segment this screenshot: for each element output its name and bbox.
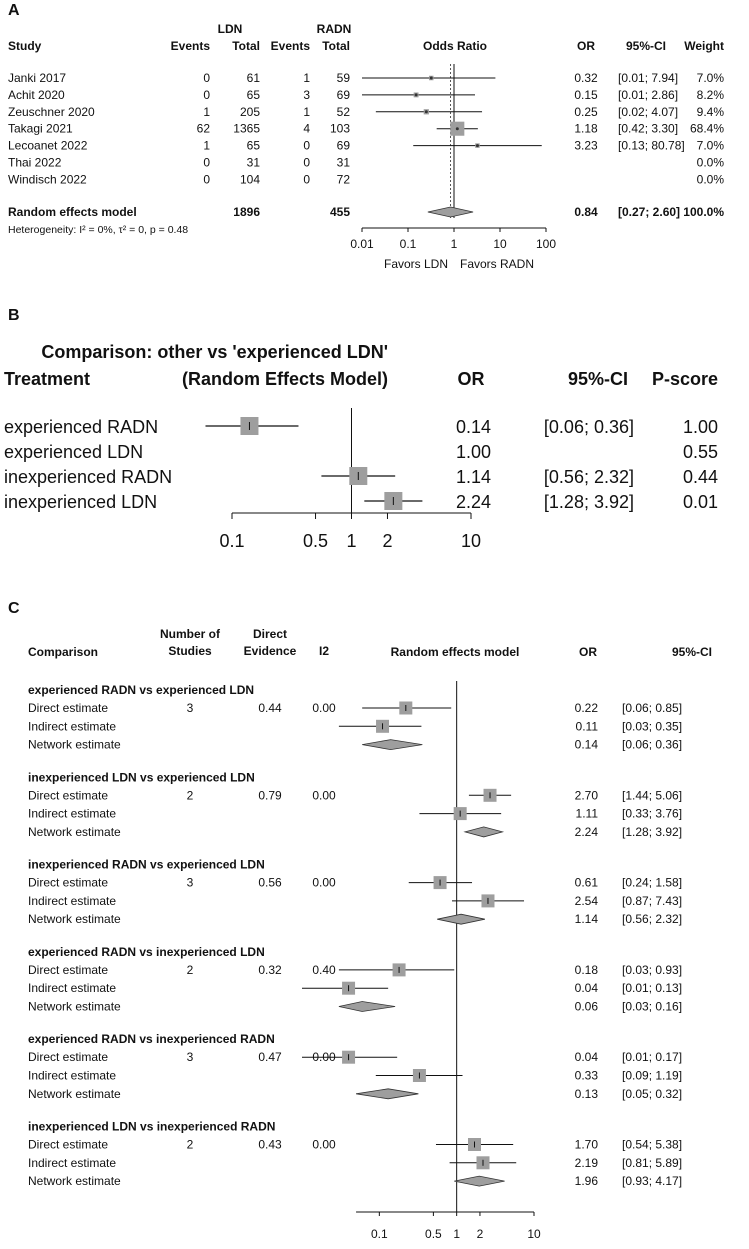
panel-c-row-label: Network estimate [28,1086,121,1101]
panel-c-ci-value: [0.06; 0.36] [622,737,683,752]
panel-c-group-title: inexperienced LDN vs experienced LDN [28,770,255,785]
panel-c-studies-value: 2 [186,788,194,803]
panel-c-tick-label: 0.1 [370,1227,388,1241]
panel-c-ci-value: [0.09; 1.19] [622,1068,683,1083]
panel-a-radn-total: 31 [336,155,350,170]
panel-b-treatment-name: inexperienced LDN [4,492,158,512]
panel-a-summary-ci: [0.27; 2.60] [618,205,681,219]
panel-c-row-label: Indirect estimate [28,1155,117,1170]
panel-c-or-value: 1.11 [575,806,598,821]
panel-c-ci-value: [0.24; 1.58] [622,875,683,890]
panel-a-radn-events: 1 [303,71,310,85]
panel-a-weight-value: 0.0% [696,155,724,170]
panel-a-study-point [456,127,459,130]
panel-a-radn-total: 52 [336,104,350,119]
panel-b-tick-label: 1 [346,531,357,551]
panel-a-ldn-events: 0 [203,71,210,85]
panel-c-tick-label: 1 [453,1227,461,1241]
panel-b-or-value: 0.14 [455,417,491,437]
panel-c-row-label: Indirect estimate [28,719,117,734]
panel-c-or-value: 2.54 [574,893,598,908]
panel-c-or-value: 1.96 [574,1174,598,1189]
panel-c-row-label: Indirect estimate [28,981,117,996]
panel-c-row-label: Direct estimate [28,1137,109,1152]
panel-a-weight-value: 7.0% [696,138,724,153]
panel-c-or-value: 1.14 [574,912,598,927]
panel-c-label: C [8,600,20,617]
panel-b-pscore-value: 1.00 [682,417,718,437]
panel-a-header-radn-total: Total [322,39,350,53]
panel-c-studies-value: 2 [186,962,194,977]
panel-a-header-study: Study [8,39,42,53]
panel-c-group-title: experienced RADN vs inexperienced LDN [28,944,265,959]
panel-b-ci-value: [0.06; 0.36] [543,417,634,437]
panel-b-treatment-name: inexperienced RADN [4,467,173,487]
panel-c-ci-value: [0.93; 4.17] [622,1174,683,1189]
panel-a-ldn-total: 65 [246,87,260,102]
panel-b-tick-label: 0.5 [303,531,329,551]
panel-c-network-diamond [465,827,503,837]
panel-a-study-point [476,144,479,147]
panel-c-or-value: 0.18 [574,962,598,977]
panel-c-evidence-value: 0.44 [258,701,282,715]
panel-a-tick-label: 100 [535,237,557,251]
panel-a-radn-total: 59 [336,71,350,85]
panel-c-group-title: experienced RADN vs experienced LDN [28,683,255,697]
panel-a-favors-right: Favors RADN [460,257,535,271]
panel-b-treatment-name: experienced RADN [4,417,159,437]
panel-a-study-point [425,110,428,113]
panel-a-ldn-events: 62 [196,121,210,136]
panel-c-evidence-value: 0.79 [258,788,282,803]
panel-a-or-value: 0.25 [574,104,598,119]
panel-a-study-name: Lecoanet 2022 [8,138,88,153]
panel-a-summary-ldn-total: 1896 [233,205,260,219]
panel-a-ldn-total: 65 [246,138,260,153]
panel-c-evidence-value: 0.56 [258,875,282,890]
panel-c-evidence-value: 0.32 [258,962,282,977]
panel-a-label: A [8,2,20,19]
panel-a-ci-value: [0.01; 7.94] [618,71,679,85]
panel-a-radn-events: 3 [303,87,310,102]
panel-c-header-direct-1: Direct [252,627,288,641]
panel-a-weight-value: 68.4% [689,121,724,136]
panel-c-or-value: 0.11 [575,719,598,734]
panel-b-or-value: 1.14 [455,467,491,487]
panel-c-or-value: 0.22 [574,701,598,715]
panel-c-ci-value: [1.28; 3.92] [622,824,683,839]
panel-c-network-diamond [454,1176,504,1186]
panel-c-ci-value: [0.81; 5.89] [622,1155,683,1170]
panel-a-summary-diamond [428,207,473,217]
panel-a-study-name: Takagi 2021 [8,121,73,136]
panel-a-radn-events: 0 [303,172,310,187]
panel-c-ci-value: [0.87; 7.43] [622,893,683,908]
panel-b-or-value: 2.24 [455,492,491,512]
panel-c-header-nstudies-2: Studies [168,644,212,658]
panel-c-row-label: Direct estimate [28,962,109,977]
panel-a-summary-or: 0.84 [574,205,598,219]
panel-c-evidence-value: 0.43 [258,1137,282,1152]
panel-a-tick-label: 10 [493,237,507,251]
panel-c-or-value: 0.14 [574,737,598,752]
panel-c-ci-value: [0.06; 0.85] [622,701,683,715]
panel-a-ci-value: [0.02; 4.07] [618,104,679,119]
panel-c-group-title: inexperienced RADN vs experienced LDN [28,857,265,872]
panel-a-weight-value: 7.0% [696,71,724,85]
panel-c-ci-value: [0.56; 2.32] [622,912,683,927]
panel-b-tick-label: 2 [382,531,393,551]
panel-a-header-ldn-events: Events [170,39,210,53]
panel-c-network-diamond [356,1089,418,1099]
panel-c-tick-label: 0.5 [425,1227,442,1241]
panel-c-studies-value: 3 [186,875,194,890]
panel-c-header-nstudies-1: Number of [160,627,220,641]
panel-c-i2-value: 0.00 [312,788,336,803]
panel-a-ldn-events: 1 [203,138,210,153]
panel-c-ci-value: [0.03; 0.16] [622,999,683,1014]
panel-a-ci-value: [0.01; 2.86] [618,87,679,102]
panel-a-summary-label: Random effects model [8,205,137,219]
panel-c-ci-value: [1.44; 5.06] [622,788,683,803]
panel-c-row-label: Network estimate [28,737,121,752]
panel-a-ci-value: [0.42; 3.30] [618,121,679,136]
panel-b-header-treatment: Treatment [4,369,91,389]
panel-a-tick-label: 0.01 [350,237,374,251]
panel-a-study-point [415,93,418,96]
panel-c-or-value: 0.04 [574,1050,598,1065]
panel-a-radn-events: 1 [303,104,310,119]
panel-c-row-label: Direct estimate [28,1050,109,1065]
panel-c-header-i2: I2 [318,644,330,658]
panel-c-or-value: 1.70 [574,1137,598,1152]
panel-b-label: B [8,307,20,324]
panel-a-radn-events: 4 [303,121,310,136]
panel-c-row-label: Network estimate [28,912,121,927]
panel-c-i2-value: 0.00 [312,1050,336,1065]
panel-c-group-title: experienced RADN vs inexperienced RADN [28,1032,275,1047]
panel-c-or-value: 0.04 [574,981,598,996]
panel-a-radn-total: 103 [329,121,350,136]
panel-c-row-label: Network estimate [28,1174,121,1189]
panel-c-ci-value: [0.05; 0.32] [622,1086,683,1101]
panel-a-ldn-events: 0 [203,172,210,187]
panel-c-ci-value: [0.33; 3.76] [622,806,683,821]
panel-c-or-value: 2.19 [574,1155,598,1170]
panel-a-header-or: OR [577,39,595,53]
panel-a-study-name: Janki 2017 [8,71,67,85]
panel-c-row-label: Indirect estimate [28,806,117,821]
panel-b-header-ci: 95%-CI [567,369,628,389]
panel-c-or-value: 2.24 [574,824,598,839]
panel-a-tick-label: 0.1 [399,237,417,251]
panel-c-i2-value: 0.00 [312,701,336,715]
panel-a-study-name: Thai 2022 [8,155,62,170]
panel-c-header-ci: 95%-CI [671,645,712,659]
panel-c-header-plot: Random effects model [390,645,520,659]
panel-a-weight-value: 9.4% [696,104,724,119]
panel-c-i2-value: 0.00 [312,1137,336,1152]
panel-c-network-diamond [437,914,485,924]
panel-a-study-name: Achit 2020 [8,87,65,102]
panel-c-group-title: inexperienced LDN vs inexperienced RADN [28,1119,276,1134]
panel-a-ldn-total: 205 [239,104,260,119]
panel-a-ci-value: [0.13; 80.78] [618,138,685,153]
panel-b-pscore-value: 0.55 [682,442,718,462]
panel-c-studies-value: 3 [186,701,194,715]
panel-a-or-value: 3.23 [574,138,598,153]
panel-a-header-ldn: LDN [217,22,243,36]
panel-a-favors-left: Favors LDN [383,257,448,271]
panel-a-header-plot: Odds Ratio [422,39,488,53]
panel-a-tick-label: 1 [450,237,458,251]
panel-a-heterogeneity: Heterogeneity: I² = 0%, τ² = 0, p = 0.48 [8,224,189,236]
panel-b-tick-label: 0.1 [219,531,245,551]
panel-b-pscore-value: 0.44 [682,467,718,487]
panel-a-radn-total: 69 [336,138,350,153]
panel-a-summary-weight: 100.0% [683,205,724,219]
panel-c-tick-label: 10 [527,1227,541,1241]
panel-c-or-value: 0.33 [574,1068,598,1083]
panel-b-title-line2: (Random Effects Model) [181,369,388,389]
panel-b-treatment-name: experienced LDN [4,442,144,462]
panel-a-header-ldn-total: Total [232,39,260,53]
panel-c-tick-label: 2 [476,1227,484,1241]
panel-c-studies-value: 3 [186,1050,194,1065]
panel-c-ci-value: [0.03; 0.35] [622,719,683,734]
panel-a-radn-events: 0 [303,155,310,170]
panel-c-row-label: Direct estimate [28,701,109,715]
panel-c-header-or: OR [579,645,597,659]
panel-c-or-value: 2.70 [574,788,598,803]
panel-b-ci-value: [0.56; 2.32] [543,467,634,487]
panel-a-or-value: 0.15 [574,87,598,102]
panel-c-network-diamond [362,740,422,750]
panel-c-ci-value: [0.03; 0.93] [622,962,683,977]
panel-c-row-label: Network estimate [28,999,121,1014]
panel-c-row-label: Direct estimate [28,875,109,890]
panel-a-radn-total: 69 [336,87,350,102]
panel-a-summary-radn-total: 455 [329,205,350,219]
panel-b-tick-label: 10 [460,531,482,551]
panel-c-network-diamond [339,1002,395,1012]
panel-a-or-value: 0.32 [574,71,598,85]
panel-a-ldn-total: 1365 [233,121,260,136]
panel-c-or-value: 0.06 [574,999,598,1014]
panel-c-header-comparison: Comparison [28,645,99,659]
panel-a-ldn-total: 31 [246,155,260,170]
panel-c-evidence-value: 0.47 [258,1050,282,1065]
panel-a-ldn-events: 1 [203,104,210,119]
panel-b-title-line1: Comparison: other vs 'experienced LDN' [41,342,388,362]
panel-c-i2-value: 0.40 [312,962,336,977]
panel-a-ldn-events: 0 [203,87,210,102]
panel-c-ci-value: [0.01; 0.17] [622,1050,683,1065]
panel-a-study-name: Zeuschner 2020 [8,104,95,119]
panel-c-or-value: 0.61 [574,875,598,890]
panel-a-weight-value: 0.0% [696,172,724,187]
panel-c-row-label: Network estimate [28,824,121,839]
panel-a-ldn-total: 61 [246,71,260,85]
panel-b-header-or: OR [457,369,485,389]
panel-a-or-value: 1.18 [574,121,598,136]
panel-a-radn-total: 72 [336,172,350,187]
panel-a-study-point [430,77,433,80]
panel-a-ldn-total: 104 [239,172,260,187]
panel-c-row-label: Direct estimate [28,788,109,803]
panel-b-ci-value: [1.28; 3.92] [543,492,634,512]
panel-c-ci-value: [0.01; 0.13] [622,981,683,996]
panel-a-header-weight: Weight [684,39,724,53]
panel-c-row-label: Indirect estimate [28,893,117,908]
panel-b-pscore-value: 0.01 [682,492,718,512]
panel-c-i2-value: 0.00 [312,875,336,890]
panel-a-study-name: Windisch 2022 [8,172,87,187]
panel-b-header-pscore: P-score [651,369,718,389]
panel-c-header-direct-2: Evidence [243,644,297,658]
panel-a-header-radn: RADN [316,22,352,36]
panel-a-weight-value: 8.2% [696,87,724,102]
panel-c-ci-value: [0.54; 5.38] [622,1137,683,1152]
panel-c-row-label: Indirect estimate [28,1068,117,1083]
panel-c-studies-value: 2 [186,1137,194,1152]
panel-b-or-value: 1.00 [455,442,491,462]
panel-c-or-value: 0.13 [574,1086,598,1101]
panel-a-radn-events: 0 [303,138,310,153]
panel-a-header-ci: 95%-CI [625,39,667,53]
panel-a-header-radn-events: Events [270,39,310,53]
panel-a-ldn-events: 0 [203,155,210,170]
